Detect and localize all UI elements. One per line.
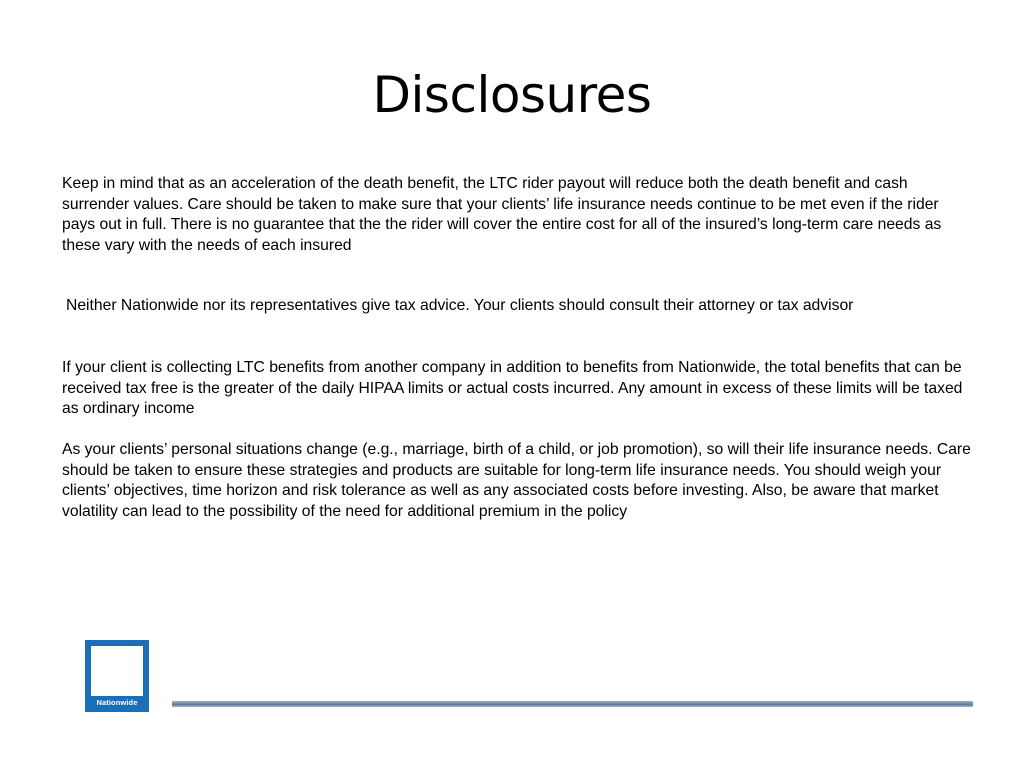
nationwide-logo-icon [85, 640, 149, 712]
disclosure-paragraph-ltc-rider: Keep in mind that as an acceleration of the death benefit, the LTC rider payout will reduce both the death benefit and cash surrender values. Care should be taken to make sure that your clients’ life insurance needs continue to be met even if the rider pays out in full. There is no guarantee that the the rider will cover the entire cost for all of the insured’s long-term care needs as these vary with the needs of each insured [62, 175, 942, 254]
disclosure-paragraph-personal-situations: As your clients’ personal situations change (e.g., marriage, birth of a child, or job promotion), so will their life insurance needs. Care should be taken to ensure these strategies and products are suitable for long-term life insurance needs. You should weigh your clients’ objectives, time horizon and risk tolerance as well as any associated costs before investing. Also, be aware that market volatility can lead to the possibility of the need for additional premium in the policy [62, 441, 971, 520]
slide-title: Disclosures [372, 66, 652, 124]
footer-divider [172, 701, 973, 707]
disclosure-paragraph-ltc-benefits: If your client is collecting LTC benefits from another company in addition to benefits from Nationwide, the total benefits that can be received tax free is the greater of the daily HIPAA limits or actual costs incurred. Any amount in excess of these limits will be taxed as ordinary income [62, 359, 963, 417]
logo-inner-square [91, 646, 143, 696]
disclosure-paragraph-tax-advice: Neither Nationwide nor its representatives give tax advice. Your clients should consult their attorney or tax advisor [66, 297, 854, 314]
logo-text: Nationwide [96, 698, 138, 707]
